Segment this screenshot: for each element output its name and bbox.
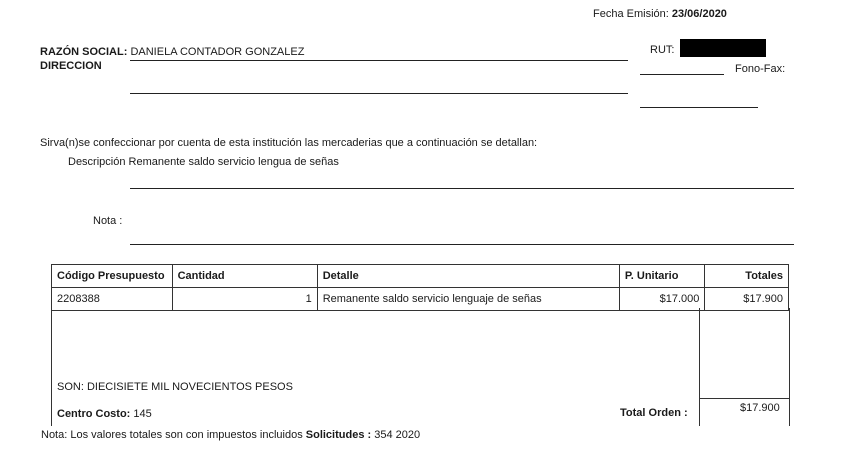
requests-label: Solicitudes :: [305, 429, 372, 441]
issue-date-label: Fecha Emisión:: [593, 8, 669, 20]
business-name-line: [130, 60, 628, 61]
cell-budget-code: 2208388: [52, 288, 173, 311]
table-left-border: [51, 308, 52, 426]
description-value: Remanente saldo servicio lengua de señas: [128, 156, 339, 168]
business-name-value: DANIELA CONTADOR GONZALEZ: [130, 46, 305, 58]
issue-date: [593, 8, 727, 20]
cell-total: $17.900: [705, 288, 789, 311]
instruction-text: Sirva(n)se confeccionar por cuenta de esta institución las mercaderias que a continuación se detallan:: [40, 137, 538, 149]
amount-in-words: SON: DIECISIETE MIL NOVECIENTOS PESOS: [57, 381, 293, 393]
header-unit-price: P. Unitario: [619, 265, 705, 288]
issue-date-value: 23/06/2020: [671, 8, 727, 20]
totals-column-divider: [699, 308, 700, 426]
items-table: [51, 264, 789, 311]
header-quantity: Cantidad: [172, 265, 317, 288]
requests-value: 354 2020: [374, 429, 421, 441]
cell-unit-price: $17.000: [619, 288, 705, 311]
phone-fax-line: [640, 107, 758, 108]
header-detail: Detalle: [317, 265, 619, 288]
rut-redaction: [680, 39, 766, 57]
rut-label: RUT:: [650, 44, 675, 56]
cost-center: [57, 408, 152, 420]
cost-center-value: 145: [133, 408, 152, 420]
address-label: DIRECCION: [40, 60, 102, 72]
cell-detail: Remanente saldo servicio lenguaje de señas: [317, 288, 619, 311]
address-line: [130, 93, 628, 94]
note-line: [130, 244, 794, 245]
header-totals: Totales: [705, 265, 789, 288]
note-label: Nota :: [93, 215, 123, 227]
cost-center-label: Centro Costo:: [57, 408, 131, 420]
table-right-border: [789, 308, 790, 426]
phone-fax-label: Fono-Fax:: [735, 63, 786, 75]
total-order-value: $17.900: [740, 402, 780, 414]
footer-note-text: Nota: Los valores totales son con impuestos incluidos: [41, 429, 303, 441]
total-box-top: [699, 398, 789, 399]
header-budget-code: Código Presupuesto: [52, 265, 173, 288]
description: [68, 156, 339, 168]
table-header-row: [52, 265, 789, 288]
table-row: [52, 288, 789, 311]
cell-quantity: 1: [172, 288, 317, 311]
rut-line: [640, 74, 724, 75]
total-order-label: Total Orden :: [620, 407, 688, 419]
business-name-label: RAZÓN SOCIAL:: [40, 46, 128, 58]
description-line: [130, 188, 794, 189]
footer-note: [41, 429, 420, 441]
description-label: Descripción: [68, 156, 126, 168]
business-name: [40, 46, 304, 58]
